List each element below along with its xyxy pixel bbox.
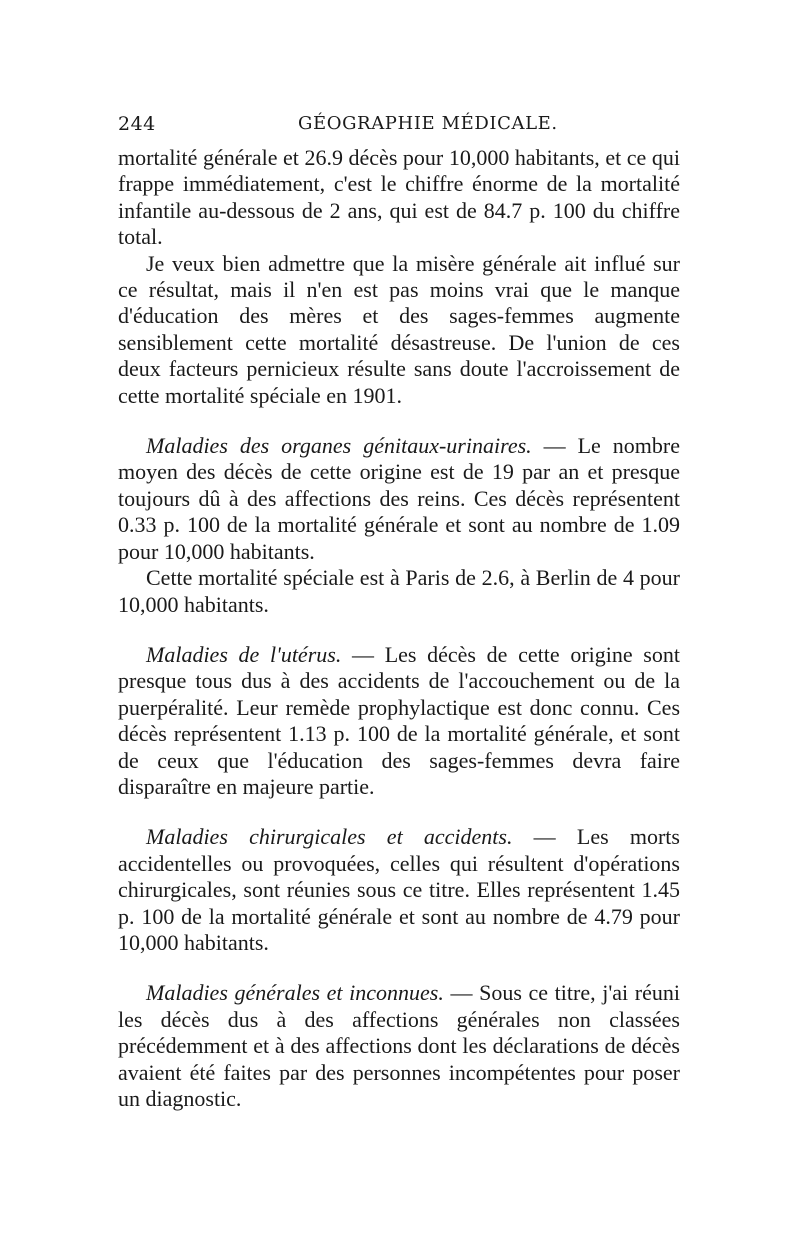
section-paragraph-extra: Cette mortalité spéciale est à Paris de 2.6, à Berlin de 4 pour 10,000 habitants. (118, 565, 680, 617)
section-general-unknown (118, 980, 680, 1112)
section-genito-urinary (118, 433, 680, 618)
page-header (118, 113, 680, 145)
running-title: GÉOGRAPHIE MÉDICALE. (298, 113, 558, 134)
section-paragraph (118, 980, 680, 1112)
section-text: — Les morts accidentelles ou provoquées, celles qui résultent d'opérations chirurgicales, sont réunies sous ce titre. Elles représentent 1.45 p. 100 de la mortalité générale et sont au nombre de 4.79 pour 10,000 habitants. (118, 824, 680, 955)
section-text: — Sous ce titre, j'ai réuni les décès dus à des affections générales non classées précédemment et à des affections dont les déclarations de décès avaient été faites par des personnes incompétentes pour poser un diagnostic. (118, 980, 680, 1111)
section-text: — Le nombre moyen des décès de cette origine est de 19 par an et presque toujours dû à des affections des reins. Ces décès représentent 0.33 p. 100 de la mortalité générale et sont au nombre de 1.09 pour 10,000 habitants. (118, 433, 681, 564)
section-heading: Maladies générales et inconnues. (146, 980, 444, 1006)
page-number: 244 (118, 113, 156, 135)
section-heading: Maladies chirurgicales et accidents. (146, 824, 513, 850)
section-text: — Les décès de cette origine sont presque tous dus à des accidents de l'accouchement ou de la puerpéralité. Leur remède prophylactique est donc connu. Ces décès représentent 1.13 p. 100 de la mortalité générale, et sont de ceux que l'éducation des sages-femmes devra faire disparaître en majeure partie. (118, 641, 680, 799)
section-paragraph (118, 433, 680, 565)
section-paragraph (118, 824, 680, 956)
section-surgical-accidents (118, 824, 680, 956)
section-uterus (118, 642, 680, 800)
section-paragraph (118, 642, 680, 800)
section-heading: Maladies des organes génitaux-urinaires. (146, 433, 532, 459)
paragraph-misery: Je veux bien admettre que la misère générale ait influé sur ce résultat, mais il n'en est pas moins vrai que le manque d'éducation des mères et des sages-femmes augmente sensiblement cette mortalité désastreuse. De l'union de ces deux facteurs pernicieux résulte sans doute l'accroissement de cette mortalité spéciale en 1901. (118, 250, 680, 408)
book-page (118, 113, 680, 1112)
section-heading: Maladies de l'utérus. (146, 641, 342, 667)
paragraph-continuation: mortalité générale et 26.9 décès pour 10,000 habitants, et ce qui frappe immédiatement, c'est le chiffre énorme de la mortalité infantile au-dessous de 2 ans, qui est de 84.7 p. 100 du chiffre total. (118, 145, 680, 250)
